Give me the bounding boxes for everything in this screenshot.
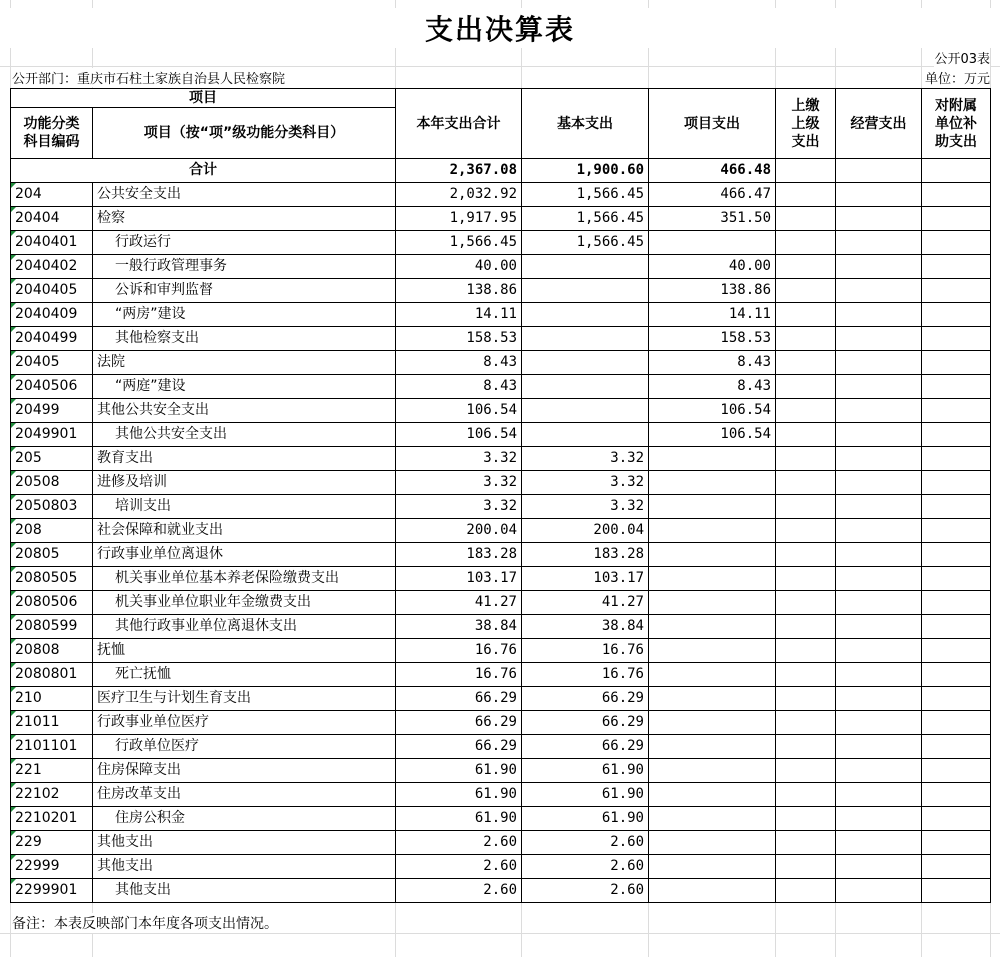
subsidy-cell xyxy=(922,831,991,855)
upper-cell xyxy=(776,207,836,231)
table-row xyxy=(11,303,991,327)
project-cell xyxy=(649,447,776,471)
upper-cell xyxy=(776,447,836,471)
name-cell: 其他行政事业单位离退休支出 xyxy=(93,615,396,639)
upper-cell xyxy=(776,879,836,903)
total-cell: 2,032.92 xyxy=(396,183,522,207)
business-cell xyxy=(836,567,922,591)
name-cell: 行政单位医疗 xyxy=(93,735,396,759)
business-cell xyxy=(836,855,922,879)
name-cell: 其他公共安全支出 xyxy=(93,423,396,447)
upper-cell xyxy=(776,759,836,783)
project-cell xyxy=(649,759,776,783)
code-cell: 2080801 xyxy=(11,663,93,687)
basic-cell: 66.29 xyxy=(522,687,649,711)
basic-cell: 16.76 xyxy=(522,663,649,687)
business-cell xyxy=(836,303,922,327)
header-basic: 基本支出 xyxy=(522,89,649,159)
total-cell: 2.60 xyxy=(396,879,522,903)
upper-cell xyxy=(776,735,836,759)
upper-cell xyxy=(776,255,836,279)
subsidy-cell xyxy=(922,399,991,423)
table-row xyxy=(11,447,991,471)
code-cell: 20805 xyxy=(11,543,93,567)
basic-cell: 38.84 xyxy=(522,615,649,639)
basic-cell: 1,566.45 xyxy=(522,183,649,207)
code-cell: 2050803 xyxy=(11,495,93,519)
total-cell: 38.84 xyxy=(396,615,522,639)
name-cell: 机关事业单位职业年金缴费支出 xyxy=(93,591,396,615)
basic-cell: 3.32 xyxy=(522,447,649,471)
subsidy-cell xyxy=(922,447,991,471)
table-row xyxy=(11,255,991,279)
table-row xyxy=(11,711,991,735)
business-cell xyxy=(836,639,922,663)
project-cell xyxy=(649,615,776,639)
subsidy-cell xyxy=(922,519,991,543)
name-cell: 医疗卫生与计划生育支出 xyxy=(93,687,396,711)
upper-cell xyxy=(776,591,836,615)
basic-cell xyxy=(522,303,649,327)
total-upper xyxy=(776,159,836,183)
table-row xyxy=(11,591,991,615)
project-cell xyxy=(649,543,776,567)
subsidy-cell xyxy=(922,615,991,639)
subsidy-cell xyxy=(922,879,991,903)
business-cell xyxy=(836,327,922,351)
business-cell xyxy=(836,279,922,303)
upper-cell xyxy=(776,639,836,663)
basic-cell: 3.32 xyxy=(522,471,649,495)
upper-cell xyxy=(776,399,836,423)
total-row xyxy=(11,159,991,183)
subsidy-cell xyxy=(922,471,991,495)
upper-cell xyxy=(776,303,836,327)
name-cell: 抚恤 xyxy=(93,639,396,663)
name-cell: “两房”建设 xyxy=(93,303,396,327)
name-cell: 住房公积金 xyxy=(93,807,396,831)
code-cell: 204 xyxy=(11,183,93,207)
basic-cell: 2.60 xyxy=(522,855,649,879)
subsidy-cell xyxy=(922,183,991,207)
subsidy-cell xyxy=(922,351,991,375)
upper-cell xyxy=(776,471,836,495)
total-cell: 16.76 xyxy=(396,663,522,687)
project-cell xyxy=(649,639,776,663)
project-cell xyxy=(649,231,776,255)
code-cell: 2299901 xyxy=(11,879,93,903)
total-cell: 66.29 xyxy=(396,711,522,735)
code-cell: 2210201 xyxy=(11,807,93,831)
name-cell: 检察 xyxy=(93,207,396,231)
basic-cell: 61.90 xyxy=(522,783,649,807)
project-cell: 138.86 xyxy=(649,279,776,303)
business-cell xyxy=(836,375,922,399)
table-row xyxy=(11,279,991,303)
header-name: 项目（按“项”级功能分类科目） xyxy=(93,108,396,159)
header-project: 项目 xyxy=(11,89,396,108)
name-cell: 进修及培训 xyxy=(93,471,396,495)
total-cell: 200.04 xyxy=(396,519,522,543)
table-row xyxy=(11,735,991,759)
business-cell xyxy=(836,759,922,783)
table-row xyxy=(11,231,991,255)
name-cell: 公共安全支出 xyxy=(93,183,396,207)
total-project: 466.48 xyxy=(649,159,776,183)
total-cell: 66.29 xyxy=(396,735,522,759)
business-cell xyxy=(836,207,922,231)
total-cell: 103.17 xyxy=(396,567,522,591)
project-cell: 466.47 xyxy=(649,183,776,207)
project-cell: 8.43 xyxy=(649,351,776,375)
subsidy-cell xyxy=(922,543,991,567)
table-row xyxy=(11,807,991,831)
table-row xyxy=(11,351,991,375)
project-cell xyxy=(649,495,776,519)
footnote: 备注：本表反映部门本年度各项支出情况。 xyxy=(12,913,278,933)
table-row xyxy=(11,471,991,495)
total-basic: 1,900.60 xyxy=(522,159,649,183)
header-business: 经营支出 xyxy=(836,89,922,159)
basic-cell xyxy=(522,399,649,423)
name-cell: 教育支出 xyxy=(93,447,396,471)
total-cell: 106.54 xyxy=(396,423,522,447)
code-cell: 229 xyxy=(11,831,93,855)
table-row xyxy=(11,855,991,879)
table-row xyxy=(11,495,991,519)
total-business xyxy=(836,159,922,183)
project-cell: 106.54 xyxy=(649,399,776,423)
subsidy-cell xyxy=(922,687,991,711)
basic-cell xyxy=(522,375,649,399)
upper-cell xyxy=(776,783,836,807)
project-cell: 106.54 xyxy=(649,423,776,447)
total-cell: 3.32 xyxy=(396,447,522,471)
total-cell: 61.90 xyxy=(396,783,522,807)
table-row xyxy=(11,399,991,423)
business-cell xyxy=(836,663,922,687)
subsidy-cell xyxy=(922,807,991,831)
project-cell: 158.53 xyxy=(649,327,776,351)
total-cell: 8.43 xyxy=(396,375,522,399)
project-cell xyxy=(649,591,776,615)
total-cell: 158.53 xyxy=(396,327,522,351)
total-cell: 138.86 xyxy=(396,279,522,303)
name-cell: 住房保障支出 xyxy=(93,759,396,783)
total-cell: 41.27 xyxy=(396,591,522,615)
subsidy-cell xyxy=(922,327,991,351)
total-cell: 1,917.95 xyxy=(396,207,522,231)
basic-cell: 183.28 xyxy=(522,543,649,567)
table-row xyxy=(11,783,991,807)
business-cell xyxy=(836,831,922,855)
name-cell: 行政事业单位医疗 xyxy=(93,711,396,735)
subsidy-cell xyxy=(922,207,991,231)
upper-cell xyxy=(776,423,836,447)
subsidy-cell xyxy=(922,255,991,279)
subsidy-cell xyxy=(922,759,991,783)
unit-label: 单位：万元 xyxy=(925,68,990,87)
name-cell: 其他公共安全支出 xyxy=(93,399,396,423)
expenditure-table xyxy=(10,88,991,903)
table-row xyxy=(11,519,991,543)
name-cell: 培训支出 xyxy=(93,495,396,519)
project-cell xyxy=(649,879,776,903)
project-cell xyxy=(649,831,776,855)
table-row xyxy=(11,615,991,639)
subsidy-cell xyxy=(922,663,991,687)
code-cell: 2080505 xyxy=(11,567,93,591)
code-cell: 2040405 xyxy=(11,279,93,303)
total-cell: 66.29 xyxy=(396,687,522,711)
table-row xyxy=(11,567,991,591)
business-cell xyxy=(836,495,922,519)
total-cell: 16.76 xyxy=(396,639,522,663)
subsidy-cell xyxy=(922,855,991,879)
subsidy-cell xyxy=(922,783,991,807)
business-cell xyxy=(836,687,922,711)
code-cell: 2080599 xyxy=(11,615,93,639)
code-cell: 2040401 xyxy=(11,231,93,255)
code-cell: 20499 xyxy=(11,399,93,423)
table-row xyxy=(11,543,991,567)
basic-cell: 1,566.45 xyxy=(522,231,649,255)
subsidy-cell xyxy=(922,639,991,663)
business-cell xyxy=(836,447,922,471)
upper-cell xyxy=(776,663,836,687)
code-cell: 2040409 xyxy=(11,303,93,327)
business-cell xyxy=(836,735,922,759)
name-cell: 行政事业单位离退休 xyxy=(93,543,396,567)
project-cell: 351.50 xyxy=(649,207,776,231)
total-cell: 8.43 xyxy=(396,351,522,375)
project-cell xyxy=(649,735,776,759)
code-cell: 210 xyxy=(11,687,93,711)
business-cell xyxy=(836,351,922,375)
total-cell: 40.00 xyxy=(396,255,522,279)
business-cell xyxy=(836,807,922,831)
basic-cell: 2.60 xyxy=(522,831,649,855)
code-cell: 221 xyxy=(11,759,93,783)
basic-cell: 61.90 xyxy=(522,807,649,831)
name-cell: 机关事业单位基本养老保险缴费支出 xyxy=(93,567,396,591)
upper-cell xyxy=(776,807,836,831)
basic-cell xyxy=(522,327,649,351)
name-cell: “两庭”建设 xyxy=(93,375,396,399)
business-cell xyxy=(836,231,922,255)
project-cell: 40.00 xyxy=(649,255,776,279)
project-cell: 8.43 xyxy=(649,375,776,399)
total-cell: 1,566.45 xyxy=(396,231,522,255)
upper-cell xyxy=(776,855,836,879)
header-total: 本年支出合计 xyxy=(396,89,522,159)
project-cell xyxy=(649,687,776,711)
basic-cell: 66.29 xyxy=(522,735,649,759)
basic-cell xyxy=(522,255,649,279)
upper-cell xyxy=(776,687,836,711)
basic-cell xyxy=(522,423,649,447)
total-cell: 2.60 xyxy=(396,855,522,879)
code-cell: 2040506 xyxy=(11,375,93,399)
business-cell xyxy=(836,423,922,447)
upper-cell xyxy=(776,567,836,591)
subsidy-cell xyxy=(922,567,991,591)
business-cell xyxy=(836,183,922,207)
table-row xyxy=(11,375,991,399)
subsidy-cell xyxy=(922,495,991,519)
code-cell: 21011 xyxy=(11,711,93,735)
header-subsidy: 对附属 单位补 助支出 xyxy=(922,89,991,159)
total-cell: 183.28 xyxy=(396,543,522,567)
name-cell: 其他支出 xyxy=(93,879,396,903)
department-label: 公开部门：重庆市石柱土家族自治县人民检察院 xyxy=(12,68,285,87)
name-cell: 行政运行 xyxy=(93,231,396,255)
basic-cell: 1,566.45 xyxy=(522,207,649,231)
table-row xyxy=(11,423,991,447)
total-cell: 61.90 xyxy=(396,807,522,831)
basic-cell: 103.17 xyxy=(522,567,649,591)
business-cell xyxy=(836,543,922,567)
total-label: 合计 xyxy=(11,159,396,183)
table-row xyxy=(11,207,991,231)
basic-cell xyxy=(522,351,649,375)
project-cell xyxy=(649,807,776,831)
basic-cell: 66.29 xyxy=(522,711,649,735)
upper-cell xyxy=(776,711,836,735)
upper-cell xyxy=(776,351,836,375)
subsidy-cell xyxy=(922,279,991,303)
business-cell xyxy=(836,615,922,639)
business-cell xyxy=(836,879,922,903)
basic-cell: 2.60 xyxy=(522,879,649,903)
code-cell: 22102 xyxy=(11,783,93,807)
total-cell: 14.11 xyxy=(396,303,522,327)
business-cell xyxy=(836,711,922,735)
basic-cell xyxy=(522,279,649,303)
table-row xyxy=(11,879,991,903)
subsidy-cell xyxy=(922,231,991,255)
name-cell: 死亡抚恤 xyxy=(93,663,396,687)
subsidy-cell xyxy=(922,735,991,759)
business-cell xyxy=(836,519,922,543)
name-cell: 其他检察支出 xyxy=(93,327,396,351)
business-cell xyxy=(836,255,922,279)
code-cell: 20508 xyxy=(11,471,93,495)
upper-cell xyxy=(776,279,836,303)
upper-cell xyxy=(776,183,836,207)
code-cell: 2040402 xyxy=(11,255,93,279)
project-cell xyxy=(649,519,776,543)
page-title: 支出决算表 xyxy=(0,8,1000,48)
business-cell xyxy=(836,399,922,423)
code-cell: 2049901 xyxy=(11,423,93,447)
total-subsidy xyxy=(922,159,991,183)
table-row xyxy=(11,639,991,663)
basic-cell: 61.90 xyxy=(522,759,649,783)
name-cell: 法院 xyxy=(93,351,396,375)
project-cell xyxy=(649,711,776,735)
basic-cell: 3.32 xyxy=(522,495,649,519)
code-cell: 2080506 xyxy=(11,591,93,615)
code-cell: 22999 xyxy=(11,855,93,879)
project-cell xyxy=(649,855,776,879)
upper-cell xyxy=(776,615,836,639)
business-cell xyxy=(836,783,922,807)
table-row xyxy=(11,687,991,711)
project-cell xyxy=(649,783,776,807)
subsidy-cell xyxy=(922,591,991,615)
name-cell: 公诉和审判监督 xyxy=(93,279,396,303)
upper-cell xyxy=(776,543,836,567)
name-cell: 住房改革支出 xyxy=(93,783,396,807)
name-cell: 其他支出 xyxy=(93,855,396,879)
code-cell: 20808 xyxy=(11,639,93,663)
upper-cell xyxy=(776,327,836,351)
upper-cell xyxy=(776,231,836,255)
total-cell: 3.32 xyxy=(396,495,522,519)
form-code: 公开03表 xyxy=(934,48,990,67)
code-cell: 20405 xyxy=(11,351,93,375)
basic-cell: 200.04 xyxy=(522,519,649,543)
table-row xyxy=(11,663,991,687)
project-cell xyxy=(649,567,776,591)
subsidy-cell xyxy=(922,423,991,447)
header-project-expense: 项目支出 xyxy=(649,89,776,159)
code-cell: 208 xyxy=(11,519,93,543)
total-cell: 61.90 xyxy=(396,759,522,783)
project-cell: 14.11 xyxy=(649,303,776,327)
subsidy-cell xyxy=(922,375,991,399)
name-cell: 其他支出 xyxy=(93,831,396,855)
subsidy-cell xyxy=(922,711,991,735)
name-cell: 社会保障和就业支出 xyxy=(93,519,396,543)
project-cell xyxy=(649,663,776,687)
business-cell xyxy=(836,591,922,615)
code-cell: 2040499 xyxy=(11,327,93,351)
code-cell: 205 xyxy=(11,447,93,471)
code-cell: 2101101 xyxy=(11,735,93,759)
total-cell: 3.32 xyxy=(396,471,522,495)
project-cell xyxy=(649,471,776,495)
total-sum: 2,367.08 xyxy=(396,159,522,183)
basic-cell: 41.27 xyxy=(522,591,649,615)
upper-cell xyxy=(776,831,836,855)
code-cell: 20404 xyxy=(11,207,93,231)
total-cell: 106.54 xyxy=(396,399,522,423)
subsidy-cell xyxy=(922,303,991,327)
header-code: 功能分类 科目编码 xyxy=(11,108,93,159)
name-cell: 一般行政管理事务 xyxy=(93,255,396,279)
upper-cell xyxy=(776,495,836,519)
table-row xyxy=(11,183,991,207)
table-row xyxy=(11,831,991,855)
basic-cell: 16.76 xyxy=(522,639,649,663)
table-row xyxy=(11,759,991,783)
business-cell xyxy=(836,471,922,495)
total-cell: 2.60 xyxy=(396,831,522,855)
upper-cell xyxy=(776,375,836,399)
header-upper: 上缴 上级 支出 xyxy=(776,89,836,159)
table-row xyxy=(11,327,991,351)
upper-cell xyxy=(776,519,836,543)
